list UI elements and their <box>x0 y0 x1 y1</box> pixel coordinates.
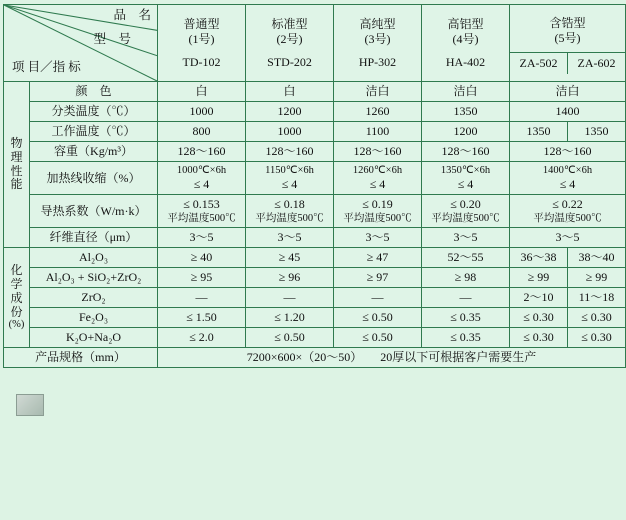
cell-sum-5: ≥ 99 <box>510 268 568 288</box>
cell-alkali-3: ≤ 0.50 <box>334 328 422 348</box>
cell-classtemp-3: 1260 <box>334 102 422 122</box>
cell-shrinkage-5: 1400℃×6h ≤ 4 <box>510 162 626 195</box>
row-label-zro2: ZrO₂ <box>30 288 158 308</box>
table-header-row <box>4 5 626 82</box>
cell-al2o3-4: 52～55 <box>422 248 510 268</box>
product-name-2: 标准型 <box>271 16 308 31</box>
cell-density-2: 128～160 <box>246 142 334 162</box>
table-row <box>4 308 626 328</box>
cell-fe2o3-6: ≤ 0.30 <box>568 308 626 328</box>
row-label-classification-temp: 分类温度（℃） <box>30 102 158 122</box>
cell-worktemp-3: 1100 <box>334 122 422 142</box>
cell-thermal-1: ≤ 0.153 平均温度500℃ <box>158 195 246 228</box>
cell-shrinkage-3: 1260℃×6h ≤ 4 <box>334 162 422 195</box>
cell-color-3: 洁白 <box>334 82 422 102</box>
row-label-fe2o3: Fe₂O₃ <box>30 308 158 328</box>
row-label-k2o-na2o: K₂O+Na₂O <box>30 328 158 348</box>
product-header-3 <box>334 5 422 82</box>
product-no-1: (1号) <box>188 31 215 46</box>
cell-zro2-5: 2～10 <box>510 288 568 308</box>
table-row <box>4 228 626 248</box>
product-model-1: TD-102 <box>182 54 221 69</box>
header-corner-cell <box>4 5 158 82</box>
cell-classtemp-4: 1350 <box>422 102 510 122</box>
cell-shrinkage-2: 1150℃×6h ≤ 4 <box>246 162 334 195</box>
header-label-product-name: 品 名 <box>113 8 151 22</box>
cell-fiber-4: 3～5 <box>422 228 510 248</box>
cell-alkali-2: ≤ 0.50 <box>246 328 334 348</box>
product-no-4: (4号) <box>452 31 479 46</box>
cell-al2o3-3: ≥ 47 <box>334 248 422 268</box>
table-row <box>4 268 626 288</box>
product-no-3: (3号) <box>364 31 391 46</box>
table-row <box>4 248 626 268</box>
product-model-5: ZA-502 <box>510 53 568 74</box>
row-label-shrinkage: 加热线收缩（%） <box>30 162 158 195</box>
cell-sum-3: ≥ 97 <box>334 268 422 288</box>
cell-worktemp-1: 800 <box>158 122 246 142</box>
product-model-6: ZA-602 <box>577 55 616 70</box>
cell-al2o3-1: ≥ 40 <box>158 248 246 268</box>
product-name-4: 高铝型 <box>447 16 484 31</box>
row-label-thermal-conductivity: 导热系数（W/m·k） <box>30 195 158 228</box>
cell-shrinkage-4: 1350℃×6h ≤ 4 <box>422 162 510 195</box>
footer-value-product-size: 7200×600×（20～50） 20厚以下可根据客户需要生产 <box>158 348 626 368</box>
cell-al2o3-6: 38～40 <box>568 248 626 268</box>
product-header-1 <box>158 5 246 82</box>
cell-alkali-1: ≤ 2.0 <box>158 328 246 348</box>
cell-density-1: 128～160 <box>158 142 246 162</box>
cell-color-4: 洁白 <box>422 82 510 102</box>
cell-fiber-3: 3～5 <box>334 228 422 248</box>
watermark-stamp-icon <box>16 394 44 416</box>
cell-worktemp-4: 1200 <box>422 122 510 142</box>
product-name-1: 普通型 <box>183 16 220 31</box>
footer-label-product-size: 产品规格（mm） <box>4 348 158 368</box>
cell-thermal-3: ≤ 0.19 平均温度500℃ <box>334 195 422 228</box>
section-label-physical: 物 理 性 能 <box>4 82 30 248</box>
cell-density-4: 128～160 <box>422 142 510 162</box>
product-no-2: (2号) <box>276 31 303 46</box>
table-footer-row <box>4 348 626 368</box>
cell-al2o3-2: ≥ 45 <box>246 248 334 268</box>
cell-classtemp-2: 1200 <box>246 102 334 122</box>
product-header-5 <box>510 5 626 82</box>
product-header-2 <box>246 5 334 82</box>
product-name-5: 含锆型 <box>549 15 586 30</box>
cell-sum-2: ≥ 96 <box>246 268 334 288</box>
header-label-item-index: 项 目／指 标 <box>12 60 81 75</box>
cell-sum-6: ≥ 99 <box>568 268 626 288</box>
row-label-fiber-diameter: 纤维直径（μm） <box>30 228 158 248</box>
cell-fe2o3-4: ≤ 0.35 <box>422 308 510 328</box>
table-row <box>4 142 626 162</box>
cell-sum-4: ≥ 98 <box>422 268 510 288</box>
cell-fe2o3-5: ≤ 0.30 <box>510 308 568 328</box>
row-label-working-temp: 工作温度（℃） <box>30 122 158 142</box>
cell-zro2-1: — <box>158 288 246 308</box>
product-name-3: 高纯型 <box>359 16 396 31</box>
cell-worktemp-6: 1350 <box>568 122 626 142</box>
table-row <box>4 195 626 228</box>
product-model-4: HA-402 <box>445 54 486 69</box>
row-label-bulk-density: 容重（Kg/m³） <box>30 142 158 162</box>
product-no-5: (5号) <box>554 30 581 45</box>
row-label-color: 颜 色 <box>30 82 158 102</box>
cell-alkali-5: ≤ 0.30 <box>510 328 568 348</box>
table-row <box>4 122 626 142</box>
cell-thermal-4: ≤ 0.20 平均温度500℃ <box>422 195 510 228</box>
cell-classtemp-5: 1400 <box>510 102 626 122</box>
cell-fe2o3-1: ≤ 1.50 <box>158 308 246 328</box>
cell-zro2-6: 11～18 <box>568 288 626 308</box>
cell-classtemp-1: 1000 <box>158 102 246 122</box>
cell-sum-1: ≥ 95 <box>158 268 246 288</box>
cell-alkali-4: ≤ 0.35 <box>422 328 510 348</box>
table-row <box>4 162 626 195</box>
product-model-2: STD-202 <box>267 54 312 69</box>
cell-alkali-6: ≤ 0.30 <box>568 328 626 348</box>
row-label-al2o3-sio2-zro2: Al₂O₃ + SiO₂+ZrO₂ <box>30 268 158 288</box>
cell-density-5: 128～160 <box>510 142 626 162</box>
cell-density-3: 128～160 <box>334 142 422 162</box>
table-row <box>4 82 626 102</box>
row-label-al2o3: Al₂O₃ <box>30 248 158 268</box>
cell-zro2-4: — <box>422 288 510 308</box>
cell-shrinkage-1: 1000℃×6h ≤ 4 <box>158 162 246 195</box>
product-model-3: HP-302 <box>358 54 397 69</box>
cell-color-1: 白 <box>158 82 246 102</box>
cell-worktemp-5: 1350 <box>510 122 568 142</box>
spec-sheet <box>0 4 626 520</box>
cell-fe2o3-3: ≤ 0.50 <box>334 308 422 328</box>
cell-fiber-2: 3～5 <box>246 228 334 248</box>
table-row <box>4 102 626 122</box>
cell-al2o3-5: 36～38 <box>510 248 568 268</box>
cell-color-2: 白 <box>246 82 334 102</box>
cell-thermal-2: ≤ 0.18 平均温度500℃ <box>246 195 334 228</box>
cell-color-5: 洁白 <box>510 82 626 102</box>
cell-worktemp-2: 1000 <box>246 122 334 142</box>
table-row <box>4 328 626 348</box>
cell-fiber-1: 3～5 <box>158 228 246 248</box>
section-label-chemical: 化 学 成 份 (%) <box>4 248 30 348</box>
header-label-model: 型 号 <box>93 32 131 46</box>
cell-fiber-5: 3～5 <box>510 228 626 248</box>
specification-table <box>3 4 626 368</box>
cell-zro2-2: — <box>246 288 334 308</box>
cell-zro2-3: — <box>334 288 422 308</box>
product-header-4 <box>422 5 510 82</box>
cell-thermal-5: ≤ 0.22 平均温度500℃ <box>510 195 626 228</box>
cell-fe2o3-2: ≤ 1.20 <box>246 308 334 328</box>
table-row <box>4 288 626 308</box>
